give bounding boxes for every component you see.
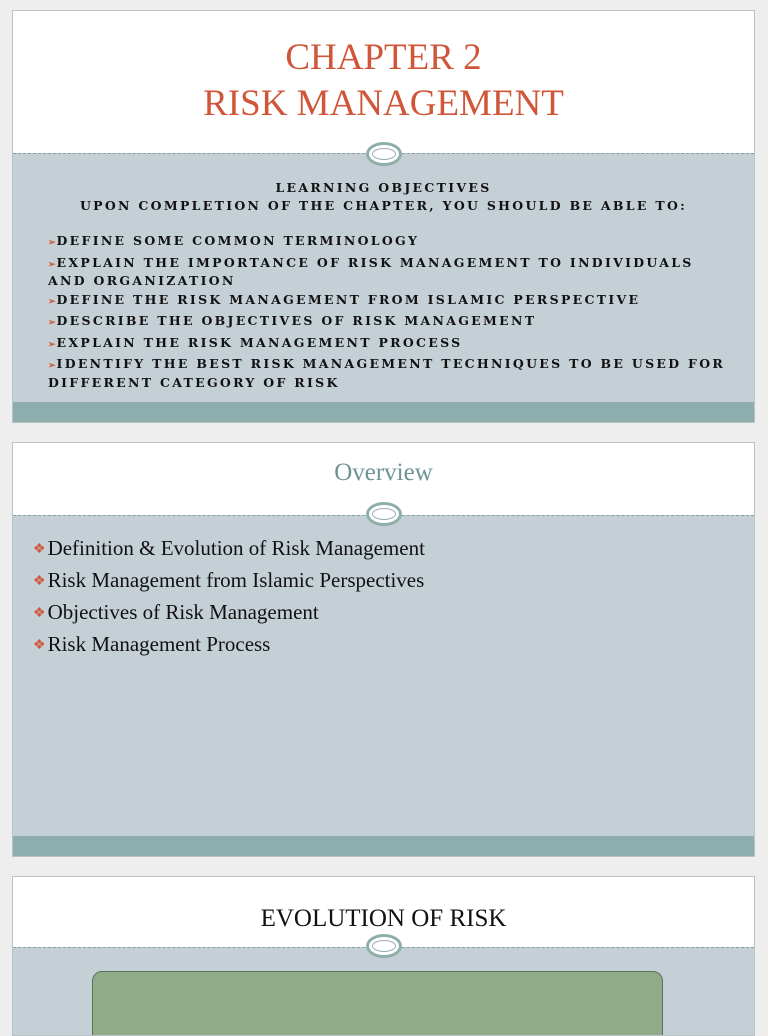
slide-overview: [12, 442, 755, 857]
objectives-list: [48, 233, 734, 393]
slide-footer-bar: [13, 402, 754, 422]
diamond-bullet-icon: ❖: [33, 606, 46, 621]
content-box: [92, 971, 663, 1036]
diamond-bullet-icon: ❖: [33, 574, 46, 589]
overview-item: ❖Risk Management from Islamic Perspectives: [33, 568, 425, 592]
objective-item: ➢DEFINE THE RISK MANAGEMENT FROM ISLAMIC PERSPECTIVE: [48, 291, 641, 307]
arrow-bullet-icon: ➢: [48, 296, 56, 307]
chapter-title: CHAPTER 2: [285, 37, 482, 78]
ring-ornament-icon: [366, 142, 402, 166]
ring-ornament-icon: [366, 934, 402, 958]
arrow-bullet-icon: ➢: [48, 318, 56, 328]
objective-item: ➢IDENTIFY THE BEST RISK MANAGEMENT TECHNIQUES TO BE USED FOR DIFFERENT CATEGORY OF RISK: [48, 356, 726, 390]
overview-title: Overview: [334, 459, 433, 486]
objective-item: ➢EXPLAIN THE IMPORTANCE OF RISK MANAGEMENT TO INDIVIDUALS AND ORGANIZATION: [48, 254, 694, 288]
chapter-subtitle: RISK MANAGEMENT: [203, 83, 564, 124]
arrow-bullet-icon: ➢: [48, 238, 56, 248]
diamond-bullet-icon: ❖: [33, 638, 46, 653]
objectives-heading: LEARNING OBJECTIVES: [275, 180, 492, 195]
objective-item: ➢DEFINE SOME COMMON TERMINOLOGY: [48, 233, 420, 248]
arrow-bullet-icon: ➢: [48, 339, 56, 350]
evolution-title: EVOLUTION OF RISK: [260, 905, 507, 932]
overview-list: [33, 533, 425, 661]
overview-item: ❖Risk Management Process: [33, 632, 271, 656]
slide-chapter-2: [12, 10, 755, 423]
objectives-intro: UPON COMPLETION OF THE CHAPTER, YOU SHOULD BE ABLE TO:: [79, 198, 688, 213]
diamond-bullet-icon: ❖: [33, 542, 46, 557]
objective-item: ➢DESCRIBE THE OBJECTIVES OF RISK MANAGEMENT: [48, 313, 537, 328]
arrow-bullet-icon: ➢: [48, 361, 56, 371]
objective-item: ➢EXPLAIN THE RISK MANAGEMENT PROCESS: [48, 334, 463, 350]
overview-item: ❖Definition & Evolution of Risk Management: [33, 536, 425, 560]
slide-footer-bar: [13, 836, 754, 856]
slide-evolution-of-risk: [12, 876, 755, 1036]
ring-ornament-icon: [366, 502, 402, 526]
arrow-bullet-icon: ➢: [48, 259, 56, 270]
overview-item: ❖Objectives of Risk Management: [33, 600, 319, 624]
